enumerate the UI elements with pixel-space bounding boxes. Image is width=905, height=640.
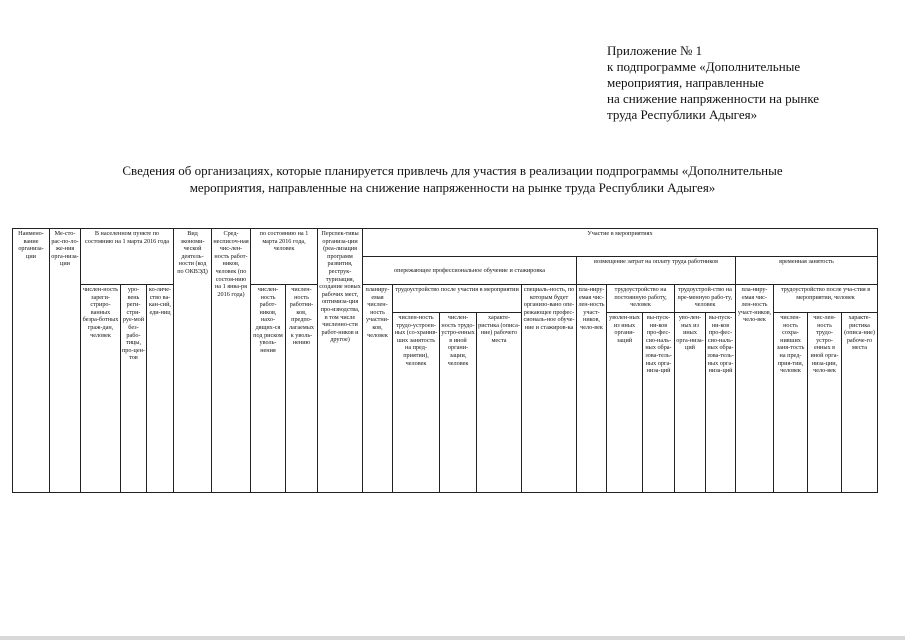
appendix-line: к подпрограмме «Дополнительные <box>607 59 801 74</box>
appendix-line: труда Республики Адыгея» <box>607 107 758 122</box>
document-title <box>20 162 885 196</box>
document-title-line: Сведения об организациях, которые планируется привлечь для участия в реализации подпрограммы «Дополнительные <box>122 163 783 178</box>
header-activity-type: Вид экономи-ческой деятель-ности (код по ОКВЭД) <box>174 229 212 493</box>
header-wage-graduates-permanent: вы-пуск-ни-ков про-фес-сио-наль-ных обра-зова-тель-ных орга-низа-ций <box>643 313 675 493</box>
document-title-line: мероприятия, направленные на снижение напряженности на рынке труда Республики Адыгея» <box>189 180 716 195</box>
header-temp-other-organization: чис-лен-ность трудо-устро-енных в иной орга-низа-ции, чело-век <box>808 313 842 493</box>
header-training-kept-employees: числен-ность трудо-устроен-ных (со-хранив-ших занятость на пред-приятии), человек <box>393 313 440 493</box>
header-temp-employment-after: трудоустройство после уча-стия в мероприятии, человек <box>774 285 878 313</box>
header-wage-planned-count: пла-ниру-емая чис-лен-ность участ-ников, чело-век <box>577 285 607 493</box>
header-temp-kept-employees: числен-ность сохра-нивших заня-тость на пред-прия-тии, человек <box>774 313 808 493</box>
header-wage-dismissed-other-temporary: уво-лен-ных из иных орга-низа-ций <box>675 313 706 493</box>
header-workers-planned-dismissal: числен-ность работни-ков, предпо-лагаемых к уволь-нению <box>286 285 318 493</box>
header-advance-training: опережающее профессиональное обучение и стажировка <box>363 257 577 285</box>
header-average-headcount: Сред-несписоч-ная чис-лен-ность работ-ников, человек (по состоя-нию на 1 янва-ря 2016 года) <box>212 229 251 493</box>
header-temporary-employment: временная занятость <box>736 257 878 285</box>
header-wage-graduates-temporary: вы-пуск-ни-ков про-фес-сио-наль-ных обра-зова-тель-ных орга-низа-ций <box>706 313 736 493</box>
header-training-specialty: специаль-ность, по которым будет организо-вано опе-режающее профес-сиональ-ное обуче-ние и стажиров-ка <box>522 285 577 493</box>
header-location: Ме-сто-рас-по-ло-же-ния орга-низа-ции <box>50 229 81 493</box>
header-wage-permanent: трудоустройство на постоянную работу, человек <box>607 285 675 313</box>
header-wage-reimbursement: возмещение затрат на оплату труда работников <box>577 257 736 285</box>
header-training-other-organization: числен-ность трудо-устро-енных в иной органи-зации, человек <box>440 313 477 493</box>
header-organization-name: Наимено-вание организа-ции <box>13 229 50 493</box>
header-training-workplace-description: характе-ристика (описа-ние) рабочего места <box>477 313 522 493</box>
header-vacancies: ко-личе-ство ва-кан-сий, еди-ниц <box>147 285 174 493</box>
header-settlement: В населенном пункте по состоянию на 1 марта 2016 года <box>81 229 174 285</box>
header-training-employment-after: трудоустройство после участия в мероприятии <box>393 285 522 313</box>
header-wage-dismissed-other: уволен-ных из иных органи-заций <box>607 313 643 493</box>
scan-edge-mark <box>0 630 905 640</box>
header-prospects: Перспек-тивы организа-ции (реа-лизация программ развития, реструк-туризация, создание новых рабочих мест, оптимиза-ция про-изводства, в том числе численно-сти работ-ников и другое) <box>318 229 363 493</box>
header-participation: Участие в мероприятиях <box>363 229 878 257</box>
organizations-table <box>12 228 878 493</box>
header-registered-unemployed: числен-ность зареги-стриро-ванных безра-ботных граж-дан, человек <box>81 285 121 493</box>
appendix-line: на снижение напряженности на рынке <box>607 91 820 106</box>
header-registered-unemployment-level: уро-вень реги-стри-руе-мой без-рабо-тицы, про-цен-тов <box>121 285 147 493</box>
header-as-of-date: по состоянию на 1 марта 2016 года, человек <box>251 229 318 285</box>
header-wage-temporary: трудоустрой-ство на вре-менную рабо-ту, человек <box>675 285 736 313</box>
appendix-line: Приложение № 1 <box>607 43 703 58</box>
header-training-planned-count: планиру-емая числен-ность участни-ков, человек <box>363 285 393 493</box>
appendix-block <box>607 43 897 123</box>
appendix-line: мероприятия, направленные <box>607 75 764 90</box>
header-workers-at-risk: числен-ность работ-ников, нахо-дящих-ся под риском уволь-нения <box>251 285 286 493</box>
header-temp-workplace-description: характе-ристика (описа-ние) рабоче-го места <box>842 313 878 493</box>
header-temp-planned-count: пла-ниру-емая чис-лен-ность участ-ников, чело-век <box>736 285 774 493</box>
